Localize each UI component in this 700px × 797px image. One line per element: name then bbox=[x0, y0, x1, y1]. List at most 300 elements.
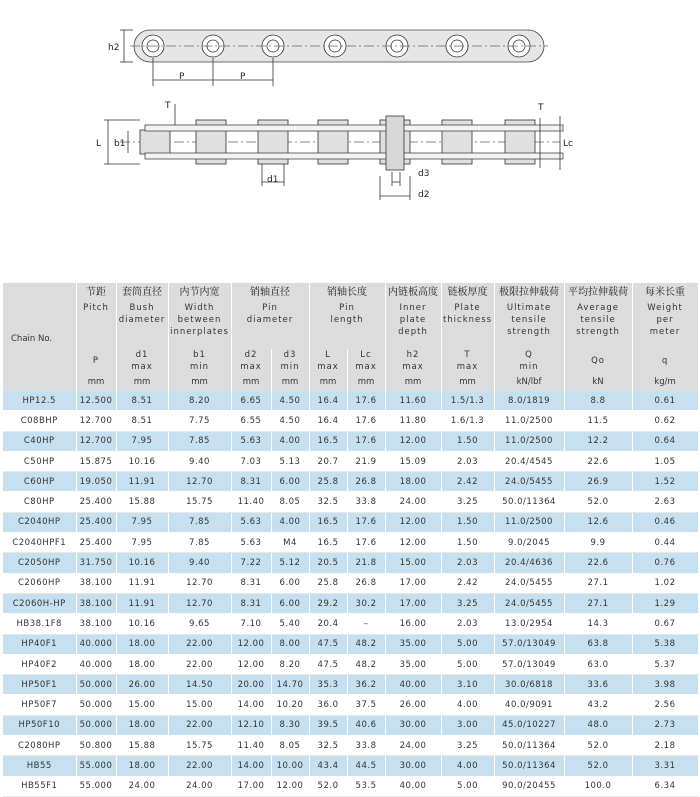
table-cell: 4.00 bbox=[271, 512, 309, 532]
table-cell: 31.750 bbox=[76, 553, 116, 573]
table-row bbox=[3, 391, 698, 411]
table-cell: 5.63 bbox=[231, 512, 271, 532]
table-cell: 2.03 bbox=[441, 451, 494, 471]
table-cell: 3.25 bbox=[441, 593, 494, 613]
table-cell: 7.85 bbox=[168, 512, 231, 532]
table-cell: 24.0/5455 bbox=[494, 593, 564, 613]
sym-q: Q min bbox=[494, 349, 564, 373]
table-cell: 38.100 bbox=[76, 573, 116, 593]
table-cell: 1.50 bbox=[441, 431, 494, 451]
table-cell: 20.4 bbox=[309, 614, 347, 634]
table-cell: 52.0 bbox=[309, 776, 347, 796]
unit-qo: kN bbox=[564, 373, 632, 391]
table-cell: 33.8 bbox=[347, 492, 385, 512]
col-pin-diameter-header: 销轴直径 Pin diameter bbox=[231, 283, 309, 349]
table-row bbox=[3, 512, 698, 532]
table-cell: 8.51 bbox=[116, 391, 168, 411]
table-cell: 32.5 bbox=[309, 736, 347, 756]
table-cell: 8.30 bbox=[271, 715, 309, 735]
col-pin-length-header: 销轴长度 Pin length bbox=[309, 283, 385, 349]
table-cell: 52.0 bbox=[564, 492, 632, 512]
table-cell: 9.40 bbox=[168, 451, 231, 471]
table-cell: 10.16 bbox=[116, 451, 168, 471]
table-cell: 40.00 bbox=[385, 776, 441, 796]
table-cell: 15.75 bbox=[168, 492, 231, 512]
table-cell: 8.05 bbox=[271, 492, 309, 512]
table-cell: 7.95 bbox=[116, 512, 168, 532]
chain-model-cell: C08BHP bbox=[3, 411, 76, 431]
table-row bbox=[3, 675, 698, 695]
table-cell: 63.0 bbox=[564, 654, 632, 674]
table-cell: 1.50 bbox=[441, 533, 494, 553]
table-cell: 11.40 bbox=[231, 736, 271, 756]
table-cell: 8.31 bbox=[231, 593, 271, 613]
sym-h2: h2 max bbox=[385, 349, 441, 373]
table-cell: 16.5 bbox=[309, 533, 347, 553]
table-cell: 18.00 bbox=[385, 472, 441, 492]
table-cell: 11.0/2500 bbox=[494, 411, 564, 431]
table-row bbox=[3, 654, 698, 674]
table-cell: 6.65 bbox=[231, 391, 271, 411]
table-cell: 20.5 bbox=[309, 553, 347, 573]
table-row bbox=[3, 573, 698, 593]
table-cell: 47.5 bbox=[309, 654, 347, 674]
label-t-top: T bbox=[165, 101, 171, 111]
table-cell: 12.00 bbox=[385, 431, 441, 451]
table-cell: 26.8 bbox=[347, 472, 385, 492]
table-cell: 8.20 bbox=[168, 391, 231, 411]
chain-model-cell: HB55F1 bbox=[3, 776, 76, 796]
table-cell: 22.00 bbox=[168, 634, 231, 654]
table-cell: 15.00 bbox=[116, 695, 168, 715]
table-cell: 11.80 bbox=[385, 411, 441, 431]
table-cell: 5.38 bbox=[632, 634, 698, 654]
table-cell: 11.91 bbox=[116, 593, 168, 613]
table-cell: 25.8 bbox=[309, 472, 347, 492]
table-cell: 15.88 bbox=[116, 492, 168, 512]
table-cell: 33.8 bbox=[347, 736, 385, 756]
chain-model-cell: HP40F2 bbox=[3, 654, 76, 674]
table-cell: 53.5 bbox=[347, 776, 385, 796]
table-cell: 100.0 bbox=[564, 776, 632, 796]
table-cell: 50.000 bbox=[76, 715, 116, 735]
table-cell: 9.40 bbox=[168, 553, 231, 573]
table-cell: 2.63 bbox=[632, 492, 698, 512]
chain-model-cell: C80HP bbox=[3, 492, 76, 512]
unit-bush: mm bbox=[116, 373, 168, 391]
table-cell: 17.00 bbox=[231, 776, 271, 796]
table-cell: 40.000 bbox=[76, 634, 116, 654]
table-cell: 0.46 bbox=[632, 512, 698, 532]
label-pitch-1: P bbox=[179, 72, 185, 82]
unit-q: kN/lbf bbox=[494, 373, 564, 391]
table-cell: 50.800 bbox=[76, 736, 116, 756]
table-cell: 11.91 bbox=[116, 472, 168, 492]
table-cell: 7.75 bbox=[168, 411, 231, 431]
table-cell: 22.00 bbox=[168, 654, 231, 674]
table-cell: 12.00 bbox=[231, 634, 271, 654]
table-cell: 16.4 bbox=[309, 411, 347, 431]
table-cell: 63.8 bbox=[564, 634, 632, 654]
table-cell: 26.00 bbox=[385, 695, 441, 715]
table-cell: 17.6 bbox=[347, 533, 385, 553]
table-cell: 1.02 bbox=[632, 573, 698, 593]
sym-l: L max bbox=[309, 349, 347, 373]
chain-model-cell: C2080HP bbox=[3, 736, 76, 756]
table-cell: 16.00 bbox=[385, 614, 441, 634]
chain-model-cell: HP40F1 bbox=[3, 634, 76, 654]
table-cell: 32.5 bbox=[309, 492, 347, 512]
table-cell: 38.100 bbox=[76, 614, 116, 634]
unit-lc: mm bbox=[347, 373, 385, 391]
sym-weight: q bbox=[632, 349, 698, 373]
table-cell: 50.000 bbox=[76, 695, 116, 715]
unit-pitch: mm bbox=[76, 373, 116, 391]
table-cell: 15.88 bbox=[116, 736, 168, 756]
table-cell: 16.5 bbox=[309, 512, 347, 532]
table-cell: 12.00 bbox=[231, 654, 271, 674]
table-cell: 36.0 bbox=[309, 695, 347, 715]
table-cell: 13.0/2954 bbox=[494, 614, 564, 634]
table-cell: 50.0/11364 bbox=[494, 736, 564, 756]
table-cell: 7.03 bbox=[231, 451, 271, 471]
unit-d2: mm bbox=[231, 373, 271, 391]
unit-h2: mm bbox=[385, 373, 441, 391]
table-cell: 9.65 bbox=[168, 614, 231, 634]
chain-model-cell: HP50F7 bbox=[3, 695, 76, 715]
label-lc: Lc bbox=[563, 139, 573, 149]
table-cell: 14.70 bbox=[271, 675, 309, 695]
table-cell: 12.70 bbox=[168, 472, 231, 492]
table-cell: 18.00 bbox=[116, 654, 168, 674]
table-cell: 6.00 bbox=[271, 593, 309, 613]
unit-t: mm bbox=[441, 373, 494, 391]
table-cell: 11.0/2500 bbox=[494, 512, 564, 532]
table-cell: 11.5 bbox=[564, 411, 632, 431]
table-cell: 40.6 bbox=[347, 715, 385, 735]
table-cell: 7.85 bbox=[168, 431, 231, 451]
table-cell: 12.6 bbox=[564, 512, 632, 532]
unit-weight: kg/m bbox=[632, 373, 698, 391]
table-cell: 26.8 bbox=[347, 573, 385, 593]
table-cell: 21.8 bbox=[347, 553, 385, 573]
table-cell: 12.10 bbox=[231, 715, 271, 735]
chain-model-cell: HP50F10 bbox=[3, 715, 76, 735]
table-cell: 6.00 bbox=[271, 472, 309, 492]
col-bush-header: 套筒直径 Bush diameter bbox=[116, 283, 168, 349]
table-cell: 0.61 bbox=[632, 391, 698, 411]
table-cell: 0.44 bbox=[632, 533, 698, 553]
table-cell: 15.75 bbox=[168, 736, 231, 756]
label-t-right: T bbox=[538, 103, 544, 113]
table-cell: 16.5 bbox=[309, 431, 347, 451]
table-cell: 48.2 bbox=[347, 654, 385, 674]
table-cell: 4.00 bbox=[441, 756, 494, 776]
label-d2: d2 bbox=[418, 190, 430, 200]
table-cell: 8.00 bbox=[271, 634, 309, 654]
table-cell: 12.70 bbox=[168, 593, 231, 613]
table-cell: 3.10 bbox=[441, 675, 494, 695]
table-cell: 5.00 bbox=[441, 654, 494, 674]
table-cell: 39.5 bbox=[309, 715, 347, 735]
table-row bbox=[3, 614, 698, 634]
sym-pitch: P bbox=[76, 349, 116, 373]
table-cell: 14.3 bbox=[564, 614, 632, 634]
table-cell: 50.0/11364 bbox=[494, 492, 564, 512]
table-cell: 8.8 bbox=[564, 391, 632, 411]
table-cell: 38.100 bbox=[76, 593, 116, 613]
table-cell: 24.0/5455 bbox=[494, 573, 564, 593]
table-row bbox=[3, 593, 698, 613]
table-cell: 12.70 bbox=[168, 573, 231, 593]
table-cell: 11.0/2500 bbox=[494, 431, 564, 451]
table-cell: 10.20 bbox=[271, 695, 309, 715]
table-cell: 14.00 bbox=[231, 756, 271, 776]
table-cell: 15.875 bbox=[76, 451, 116, 471]
table-cell: M4 bbox=[271, 533, 309, 553]
table-cell: 7.10 bbox=[231, 614, 271, 634]
table-cell: 1.52 bbox=[632, 472, 698, 492]
table-cell: 1.50 bbox=[441, 512, 494, 532]
chain-model-cell: C2060H-HP bbox=[3, 593, 76, 613]
table-cell: 4.50 bbox=[271, 411, 309, 431]
table-cell: 40.000 bbox=[76, 654, 116, 674]
table-cell: 2.56 bbox=[632, 695, 698, 715]
chain-model-cell: HB55 bbox=[3, 756, 76, 776]
col-thickness-header: 链板厚度 Plate thickness bbox=[441, 283, 494, 349]
table-cell: 35.00 bbox=[385, 634, 441, 654]
table-cell: 10.00 bbox=[271, 756, 309, 776]
table-cell: 1.05 bbox=[632, 451, 698, 471]
table-cell: 1.29 bbox=[632, 593, 698, 613]
sym-bush: d1 max bbox=[116, 349, 168, 373]
table-cell: 12.00 bbox=[385, 533, 441, 553]
table-cell: 7.95 bbox=[116, 533, 168, 553]
table-cell: 90.0/20455 bbox=[494, 776, 564, 796]
table-cell: 29.2 bbox=[309, 593, 347, 613]
table-cell: 12.500 bbox=[76, 391, 116, 411]
table-cell: 5.63 bbox=[231, 533, 271, 553]
table-cell: 11.60 bbox=[385, 391, 441, 411]
table-cell: 50.000 bbox=[76, 675, 116, 695]
table-cell: 24.00 bbox=[385, 736, 441, 756]
table-cell: 36.2 bbox=[347, 675, 385, 695]
col-ultimate-header: 极限拉伸载荷 Ultimate tensile strength bbox=[494, 283, 564, 349]
table-cell: 22.00 bbox=[168, 756, 231, 776]
table-cell: 5.12 bbox=[271, 553, 309, 573]
table-cell: 30.0/6818 bbox=[494, 675, 564, 695]
sym-qo: Qo bbox=[564, 349, 632, 373]
table-cell: 1.5/1.3 bbox=[441, 391, 494, 411]
table-cell: 24.00 bbox=[168, 776, 231, 796]
unit-d3: mm bbox=[271, 373, 309, 391]
table-cell: 7.22 bbox=[231, 553, 271, 573]
table-cell: 7.95 bbox=[116, 431, 168, 451]
label-d3: d3 bbox=[418, 169, 430, 179]
table-cell: 18.00 bbox=[116, 756, 168, 776]
table-cell: 2.03 bbox=[441, 614, 494, 634]
chain-model-cell: C40HP bbox=[3, 431, 76, 451]
table-cell: 0.76 bbox=[632, 553, 698, 573]
chain-model-cell: HB38.1F8 bbox=[3, 614, 76, 634]
table-cell: 16.4 bbox=[309, 391, 347, 411]
table-row bbox=[3, 634, 698, 654]
table-cell: 57.0/13049 bbox=[494, 654, 564, 674]
table-cell: 52.0 bbox=[564, 736, 632, 756]
chain-top-view bbox=[104, 104, 563, 200]
table-cell: 44.5 bbox=[347, 756, 385, 776]
chain-model-cell: C60HP bbox=[3, 472, 76, 492]
table-cell: 45.0/10227 bbox=[494, 715, 564, 735]
table-cell: 48.0 bbox=[564, 715, 632, 735]
table-cell: 6.00 bbox=[271, 573, 309, 593]
table-cell: 37.5 bbox=[347, 695, 385, 715]
table-cell: 12.00 bbox=[385, 512, 441, 532]
table-cell: 40.00 bbox=[385, 675, 441, 695]
table-cell: 22.6 bbox=[564, 553, 632, 573]
sym-d2: d2 max bbox=[231, 349, 271, 373]
table-cell: 0.62 bbox=[632, 411, 698, 431]
table-cell: 57.0/13049 bbox=[494, 634, 564, 654]
table-cell: 30.2 bbox=[347, 593, 385, 613]
chain-model-cell: C2060HP bbox=[3, 573, 76, 593]
table-cell: 8.51 bbox=[116, 411, 168, 431]
table-cell: 17.6 bbox=[347, 391, 385, 411]
table-cell: 55.000 bbox=[76, 756, 116, 776]
table-row bbox=[3, 756, 698, 776]
table-cell: – bbox=[347, 614, 385, 634]
col-average-header: 平均拉伸载荷 Average tensile strength bbox=[564, 283, 632, 349]
chain-model-cell: HP50F1 bbox=[3, 675, 76, 695]
table-cell: 12.2 bbox=[564, 431, 632, 451]
table-cell: 17.00 bbox=[385, 593, 441, 613]
unit-width: mm bbox=[168, 373, 231, 391]
unit-l: mm bbox=[309, 373, 347, 391]
table-cell: 5.37 bbox=[632, 654, 698, 674]
table-cell: 10.16 bbox=[116, 614, 168, 634]
sym-d3: d3 min bbox=[271, 349, 309, 373]
table-cell: 5.13 bbox=[271, 451, 309, 471]
col-pitch-header: 节距 Pitch bbox=[76, 283, 116, 349]
table-cell: 43.4 bbox=[309, 756, 347, 776]
table-cell: 3.25 bbox=[441, 736, 494, 756]
table-row bbox=[3, 533, 698, 553]
table-row bbox=[3, 472, 698, 492]
table-cell: 5.00 bbox=[441, 634, 494, 654]
table-cell: 27.1 bbox=[564, 593, 632, 613]
chain-model-cell: C2040HP bbox=[3, 512, 76, 532]
table-cell: 4.00 bbox=[271, 431, 309, 451]
table-cell: 40.0/9091 bbox=[494, 695, 564, 715]
table-cell: 2.42 bbox=[441, 573, 494, 593]
table-cell: 5.00 bbox=[441, 776, 494, 796]
table-cell: 12.00 bbox=[271, 776, 309, 796]
table-cell: 20.7 bbox=[309, 451, 347, 471]
table-cell: 52.0 bbox=[564, 756, 632, 776]
label-d1: d1 bbox=[267, 175, 279, 185]
table-row bbox=[3, 695, 698, 715]
table-cell: 14.00 bbox=[231, 695, 271, 715]
table-cell: 5.40 bbox=[271, 614, 309, 634]
table-row bbox=[3, 736, 698, 756]
label-pitch-2: P bbox=[240, 72, 246, 82]
table-cell: 7.85 bbox=[168, 533, 231, 553]
table-cell: 21.9 bbox=[347, 451, 385, 471]
table-cell: 2.03 bbox=[441, 553, 494, 573]
sym-t: T max bbox=[441, 349, 494, 373]
table-cell: 8.31 bbox=[231, 573, 271, 593]
table-cell: 3.31 bbox=[632, 756, 698, 776]
col-width-header: 内节内宽 Width between innerplates bbox=[168, 283, 231, 349]
table-cell: 8.31 bbox=[231, 472, 271, 492]
table-cell: 8.05 bbox=[271, 736, 309, 756]
table-cell: 2.42 bbox=[441, 472, 494, 492]
sym-lc: Lc max bbox=[347, 349, 385, 373]
table-cell: 19.050 bbox=[76, 472, 116, 492]
chain-model-cell: C50HP bbox=[3, 451, 76, 471]
chain-spec-table bbox=[3, 283, 699, 797]
table-row bbox=[3, 553, 698, 573]
table-cell: 14.50 bbox=[168, 675, 231, 695]
table-cell: 15.09 bbox=[385, 451, 441, 471]
table-cell: 9.9 bbox=[564, 533, 632, 553]
table-cell: 25.400 bbox=[76, 533, 116, 553]
table-cell: 18.00 bbox=[116, 715, 168, 735]
table-cell: 20.00 bbox=[231, 675, 271, 695]
table-cell: 35.00 bbox=[385, 654, 441, 674]
chain-model-cell: C2050HP bbox=[3, 553, 76, 573]
table-cell: 30.00 bbox=[385, 715, 441, 735]
table-cell: 17.6 bbox=[347, 512, 385, 532]
table-cell: 15.00 bbox=[168, 695, 231, 715]
table-cell: 11.91 bbox=[116, 573, 168, 593]
table-cell: 27.1 bbox=[564, 573, 632, 593]
table-row bbox=[3, 451, 698, 471]
table-cell: 10.16 bbox=[116, 553, 168, 573]
chain-model-cell: HP12.5 bbox=[3, 391, 76, 411]
table-cell: 5.63 bbox=[231, 431, 271, 451]
table-cell: 25.400 bbox=[76, 512, 116, 532]
table-cell: 8.20 bbox=[271, 654, 309, 674]
table-cell: 12.700 bbox=[76, 411, 116, 431]
table-cell: 2.18 bbox=[632, 736, 698, 756]
table-cell: 30.00 bbox=[385, 756, 441, 776]
table-cell: 22.00 bbox=[168, 715, 231, 735]
table-cell: 22.6 bbox=[564, 451, 632, 471]
table-cell: 26.00 bbox=[116, 675, 168, 695]
table-cell: 18.00 bbox=[116, 634, 168, 654]
table-cell: 4.50 bbox=[271, 391, 309, 411]
col-weight-header: 每米长重 Weight per meter bbox=[632, 283, 698, 349]
table-cell: 3.98 bbox=[632, 675, 698, 695]
table-cell: 47.5 bbox=[309, 634, 347, 654]
table-cell: 24.00 bbox=[385, 492, 441, 512]
label-h2: h2 bbox=[108, 43, 120, 53]
table-cell: 1.6/1.3 bbox=[441, 411, 494, 431]
table-cell: 43.2 bbox=[564, 695, 632, 715]
table-row bbox=[3, 492, 698, 512]
table-cell: 2.73 bbox=[632, 715, 698, 735]
table-cell: 4.00 bbox=[441, 695, 494, 715]
table-cell: 33.6 bbox=[564, 675, 632, 695]
table-cell: 12.700 bbox=[76, 431, 116, 451]
table-row bbox=[3, 411, 698, 431]
table-cell: 25.8 bbox=[309, 573, 347, 593]
table-row bbox=[3, 715, 698, 735]
table-cell: 3.25 bbox=[441, 492, 494, 512]
table-cell: 8.0/1819 bbox=[494, 391, 564, 411]
table-cell: 20.4/4545 bbox=[494, 451, 564, 471]
